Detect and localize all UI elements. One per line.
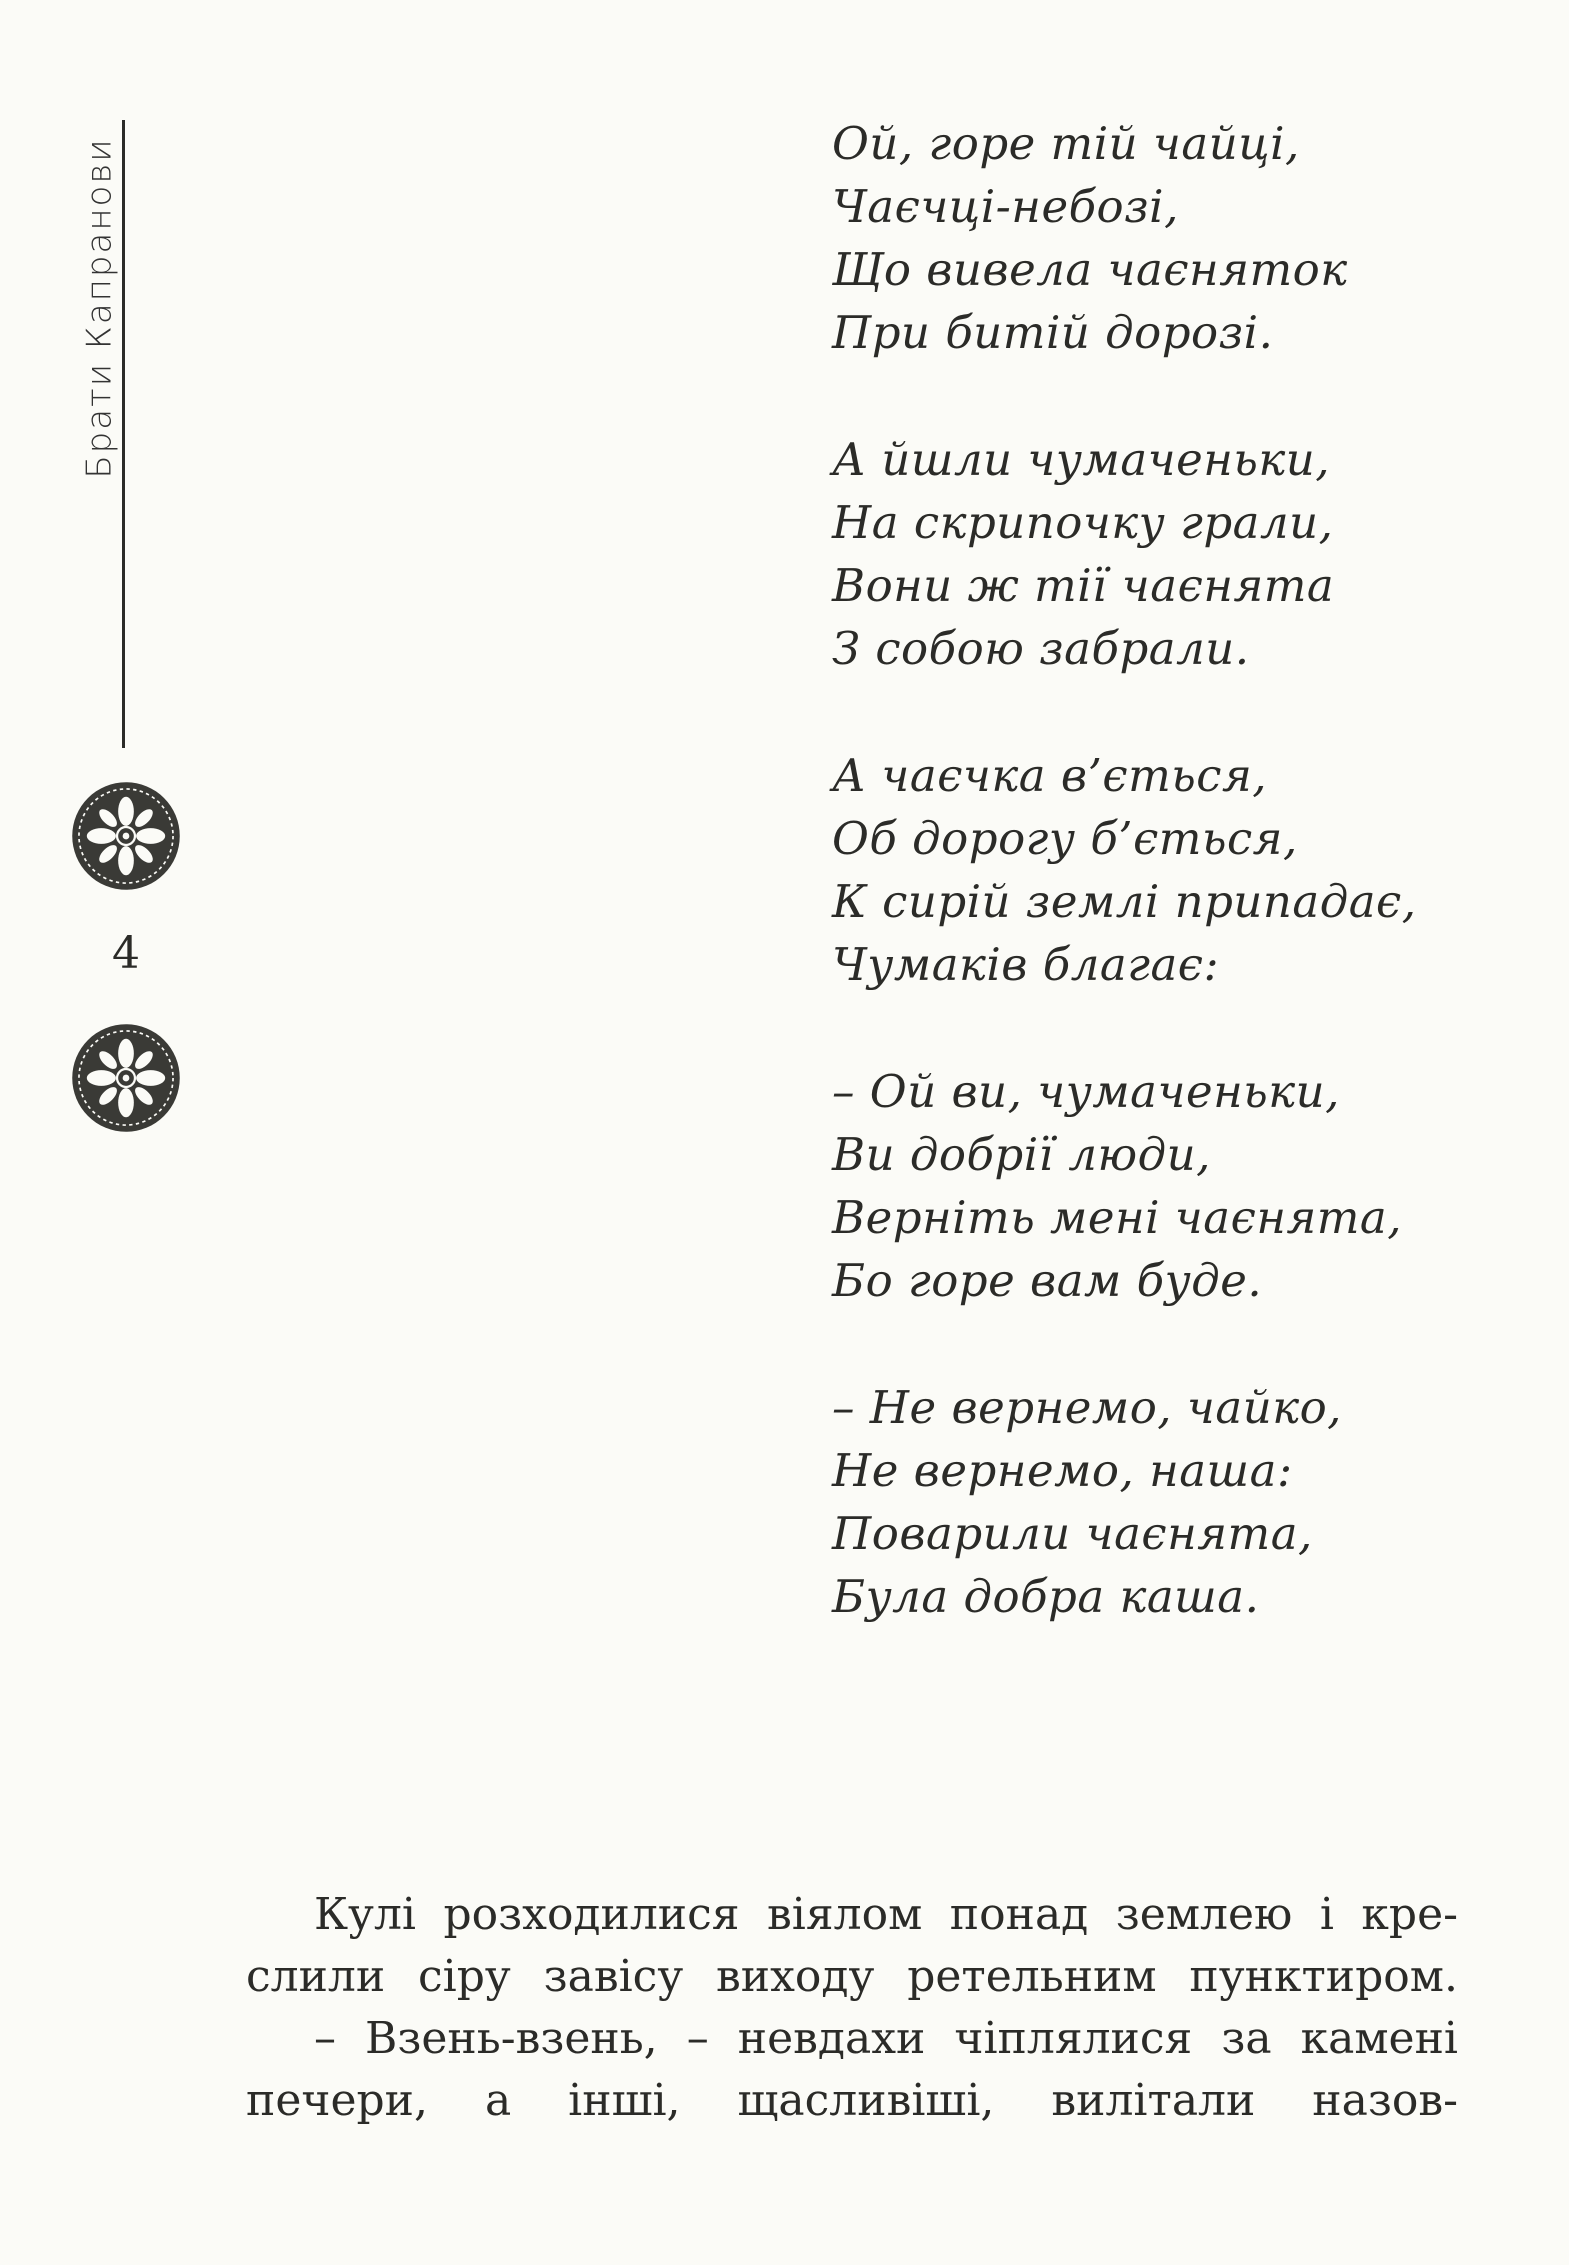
- poem-stanza: [832, 1060, 1532, 1312]
- poem-line: Ой, горе тій чайці,: [832, 117, 1300, 170]
- poem-line: Об дорогу б’ється,: [832, 812, 1298, 865]
- poem-line: А чаєчка в’ється,: [832, 749, 1268, 802]
- poem-line: Ви добрії люди,: [832, 1128, 1211, 1181]
- poem-stanza: [832, 1376, 1532, 1628]
- poem-line: З собою забрали.: [832, 622, 1250, 675]
- poem-line: Бо горе вам буде.: [832, 1254, 1263, 1307]
- ornament-rosette-icon: [70, 1022, 182, 1134]
- poem-line: К сирій землі припадає,: [832, 875, 1417, 928]
- poem-line: Поварили чаєнята,: [832, 1507, 1313, 1560]
- poem-line: Чумаків благає:: [832, 938, 1220, 991]
- prose-line: Кулі розходилися віялом понад землею і кре-: [314, 1889, 1458, 1940]
- poem-stanza: [832, 744, 1532, 996]
- poem-line: При битій дорозі.: [832, 306, 1274, 359]
- prose-line: слили сіру завісу виходу ретельним пунктиром.: [246, 1951, 1458, 2002]
- poem-line: Що вивела чаєняток: [832, 243, 1348, 296]
- prose-line: – Взень-взень, – невдахи чіплялися за камені: [314, 2013, 1458, 2064]
- poem-stanza: [832, 428, 1532, 680]
- poem-line: Була добра каша.: [832, 1570, 1260, 1623]
- prose-paragraphs: [246, 1884, 1458, 2132]
- prose-paragraph: [246, 1884, 1458, 2008]
- poem-line: Вони ж тії чаєнята: [832, 559, 1335, 612]
- poem-stanza: [832, 112, 1532, 364]
- ornament-rosette-icon: [70, 780, 182, 892]
- poem-line: На скрипочку грали,: [832, 496, 1334, 549]
- poem-line: Не вернемо, наша:: [832, 1444, 1293, 1497]
- running-head-text: Брати Капранови: [80, 137, 121, 479]
- prose-paragraph: [246, 2008, 1458, 2132]
- poem-line: – Не вернемо, чайко,: [832, 1381, 1342, 1434]
- poem-line: Верніть мені чаєнята,: [832, 1191, 1403, 1244]
- prose-line: печери, а інші, щасливіші, вилітали назов-: [246, 2075, 1458, 2126]
- poem-line: – Ой ви, чумаченьки,: [832, 1065, 1340, 1118]
- poem-line: Чаєчці-небозі,: [832, 180, 1179, 233]
- running-head-rule: [122, 120, 125, 748]
- poem: [832, 112, 1532, 1692]
- running-head: [70, 118, 130, 498]
- page-number: 4: [112, 928, 140, 979]
- poem-line: А йшли чумаченьки,: [832, 433, 1331, 486]
